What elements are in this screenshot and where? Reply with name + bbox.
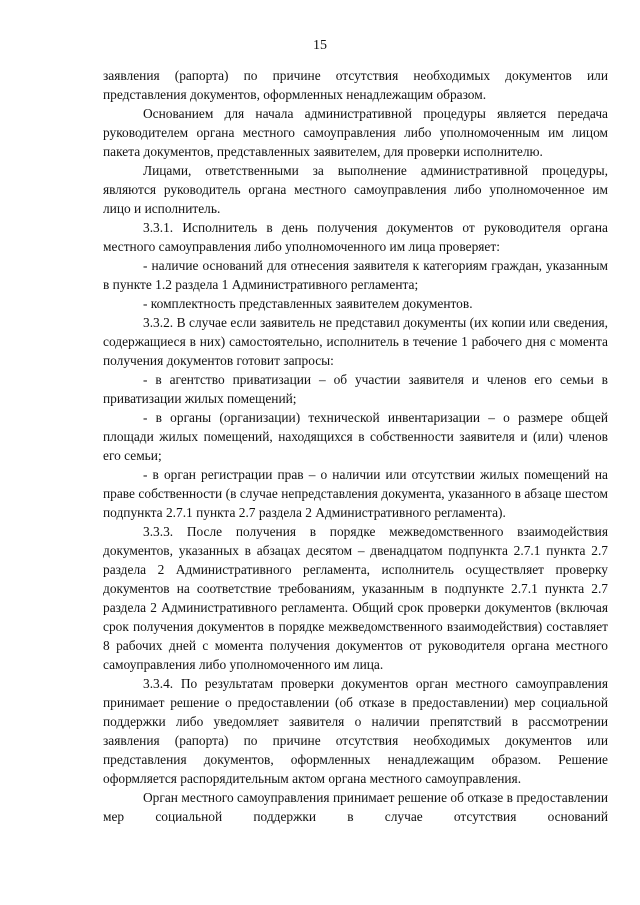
list-item-inventory: - в органы (организации) технической инвентаризации – о размере общей площади жилых помещений, находящихся в собственности заявителя и (или) членов его семьи; — [103, 410, 608, 463]
paragraph-3: Лицами, ответственными за выполнение административной процедуры, являются руководитель органа местного самоуправления либо уполномоченное им лицо и исполнитель. — [103, 163, 608, 216]
list-item-category-check: - наличие оснований для отнесения заявителя к категориям граждан, указанным в пункте 1.2 раздела 1 Административного регламента; — [103, 258, 608, 292]
list-item-privatization: - в агентство приватизации – об участии заявителя и членов его семьи в приватизации жилых помещений; — [103, 372, 608, 406]
list-item-completeness: - комплектность представленных заявителем документов. — [143, 296, 473, 311]
list-item-registration: - в орган регистрации прав – о наличии или отсутствии жилых помещений на праве собственности (в случае непредставления документа, указанного в абзаце шестом подпункта 2.7.1 пункта 2.7 раздела 2 Административного регламента). — [103, 467, 608, 520]
paragraph-3-3-1: 3.3.1. Исполнитель в день получения документов от руководителя органа местного самоуправления либо уполномоченного им лица проверяет: — [103, 220, 608, 254]
paragraph-refusal: Орган местного самоуправления принимает решение об отказе в предоставлении мер социальной поддержки в случае отсутствия оснований — [103, 790, 608, 824]
paragraph-3-3-3: 3.3.3. После получения в порядке межведомственного взаимодействия документов, указанных в абзацах десятом – двенадцатом подпункта 2.7.1 пункта 2.7 раздела 2 Административного регламента, исполнитель осуществляет проверку документов на соответствие требованиям, указанным в подпункте 2.7.1 пункта 2.7 раздела 2 Административного регламента. Общий срок проверки документов (включая срок получения документов в порядке межведомственного взаимодействия) составляет 8 рабочих дней с момента получения документов от руководителя органа местного самоуправления либо уполномоченного им лица. — [103, 524, 608, 672]
page-number: 15 — [313, 38, 327, 53]
document-body — [103, 66, 608, 826]
paragraph-3-3-4: 3.3.4. По результатам проверки документов орган местного самоуправления принимает решение о предоставлении (об отказе в предоставлении) мер социальной поддержки либо уведомляет заявителя о наличии препятствий в рассмотрении заявления (рапорта) по причине отсутствия необходимых документов или представления документов, оформленных ненадлежащим образом. Решение оформляется распорядительным актом органа местного самоуправления. — [103, 676, 608, 786]
paragraph-3-3-2: 3.3.2. В случае если заявитель не представил документы (их копии или сведения, содержащиеся в них) самостоятельно, исполнитель в течение 1 рабочего дня с момента получения документов готовит запросы: — [103, 315, 608, 368]
paragraph-1: заявления (рапорта) по причине отсутствия необходимых документов или представления документов, оформленных ненадлежащим образом. — [103, 68, 608, 102]
paragraph-2: Основанием для начала административной процедуры является передача руководителем органа местного самоуправления либо уполномоченным им лицом пакета документов, представленных заявителем, для проверки исполнителю. — [103, 106, 608, 159]
